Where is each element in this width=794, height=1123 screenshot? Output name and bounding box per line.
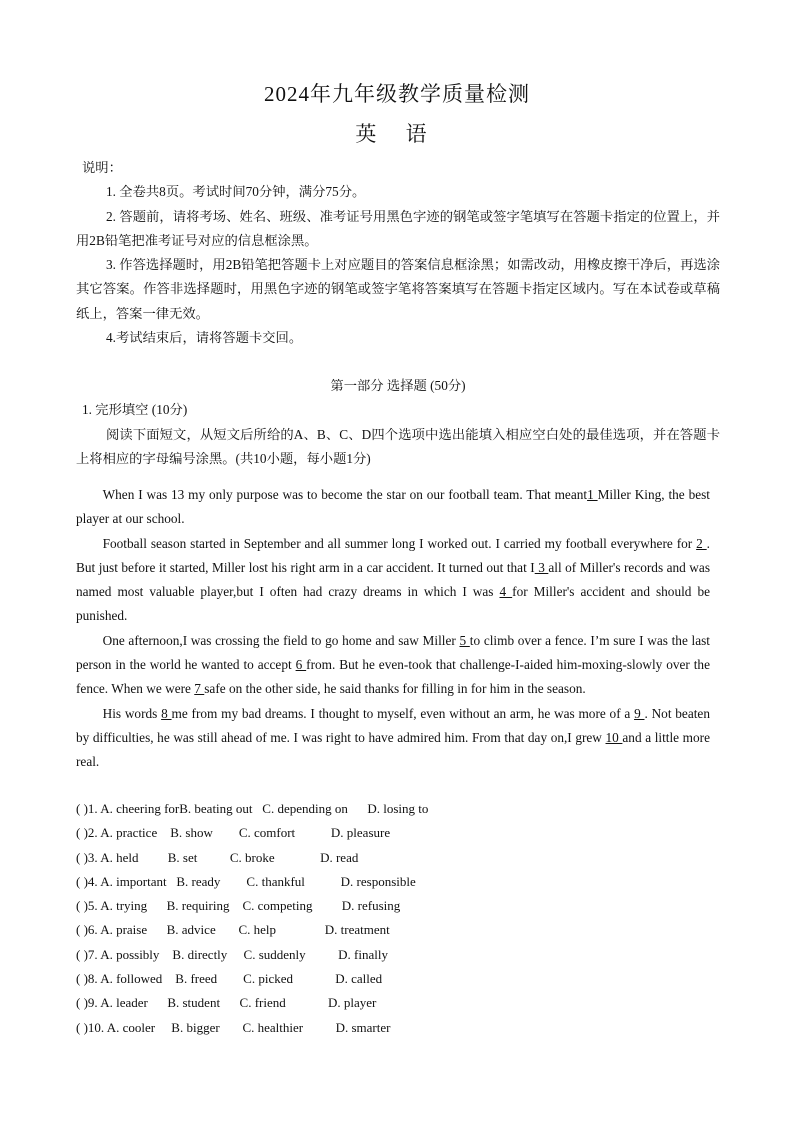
question-item: ( )2. A. practice B. show C. comfort D. pleasure xyxy=(76,825,391,841)
question-item: ( )8. A. followed B. freed C. picked D. called xyxy=(76,971,383,987)
blank-8: 8 xyxy=(161,705,172,721)
blank-2: 2 xyxy=(696,535,707,551)
blank-3: 3 xyxy=(534,559,549,575)
instruction-item: 4.考试结束后，请将答题卡交回。 xyxy=(106,330,303,346)
passage-paragraph: His words 8 me from my bad dreams. I thought to myself, even without an arm, he was more of a 9 . Not beaten by difficulties, he was still ahead of me. I was right to have admired him. From that day on,I grew 10 and a little more real. xyxy=(76,705,710,770)
blank-4: 4 xyxy=(499,584,513,600)
passage-paragraph: One afternoon,I was crossing the field to go home and saw Miller 5 to climb over a fence. I’m sure I was the last person in the world he wanted to accept 6 from. But he even-took that challenge-I-aided him-moxing-slowly over the fence. When we were 7 safe on the other side, he said thanks for filling in for him in the season. xyxy=(76,632,710,697)
question-item: ( )4. A. important B. ready C. thankful D. responsible xyxy=(76,873,416,889)
instruction-item: 1. 全卷共8页。考试时间70分钟，满分75分。 xyxy=(106,184,366,200)
question-item: ( )1. A. cheering forB. beating out C. depending on D. losing to xyxy=(76,801,429,816)
question-item: ( )7. A. possibly B. directly C. suddenly D. finally xyxy=(76,946,388,962)
part1 xyxy=(76,374,720,471)
instructions-label: 说明： xyxy=(82,160,122,175)
blank-6: 6 xyxy=(295,657,307,673)
blank-1: 1 xyxy=(587,487,598,502)
question-list xyxy=(76,797,720,1040)
blank-7: 7 xyxy=(194,681,205,697)
passage-paragraph: Football season started in September and all summer long I worked out. I carried my football everywhere for 2 . But just before it started, Miller lost his right arm in a car accident. It turned out that I 3 all of Miller's records and was named most valuable player,but I often had crazy dreams in which I was 4 for Miller's accident and should be punished. xyxy=(76,535,710,624)
exam-subject: 英 语 xyxy=(355,122,439,146)
question-item: ( )9. A. leader B. student C. friend D. player xyxy=(76,995,377,1011)
passage xyxy=(76,483,710,775)
passage-paragraph: When I was 13 my only purpose was to become the star on our football team. That meant1 Miller King, the best player at our school. xyxy=(76,487,710,527)
exam-title: 2024年九年级教学质量检测 xyxy=(264,82,530,106)
question-item: ( )10. A. cooler B. bigger C. healthier D. smarter xyxy=(76,1019,391,1035)
blank-9: 9 xyxy=(634,705,645,721)
instruction-item: 3. 作答选择题时，用2B铅笔把答题卡上对应题目的答案信息框涂黑；如需改动，用橡皮擦干净后，再选涂其它答案。作答非选择题时，用黑色字迹的钢笔或签字笔将答案填写在答题卡指定区域内。写在本试卷或草稿纸上，答案一律无效。 xyxy=(76,257,720,321)
question-item: ( )3. A. held B. set C. broke D. read xyxy=(76,849,359,865)
question-item: ( )6. A. praise B. advice C. help D. treatment xyxy=(76,922,390,938)
section-heading: 1. 完形填空 (10分) xyxy=(82,402,188,418)
instructions xyxy=(76,156,720,350)
blank-10: 10 xyxy=(605,729,623,745)
question-item: ( )5. A. trying B. requiring C. competing D. refusing xyxy=(76,898,401,914)
part-heading: 第一部分 选择题 (50分) xyxy=(330,378,466,393)
blank-5: 5 xyxy=(459,632,470,648)
instruction-item: 2. 答题前，请将考场、姓名、班级、准考证号用黑色字迹的钢笔或签字笔填写在答题卡指定的位置上，并用2B铅笔把准考证号对应的信息框涂黑。 xyxy=(76,208,720,248)
directions: 阅读下面短文，从短文后所给的A、B、C、D四个选项中选出能填入相应空白处的最佳选项，并在答题卡上将相应的字母编号涂黑。(共10小题，每小题1分) xyxy=(76,426,720,466)
